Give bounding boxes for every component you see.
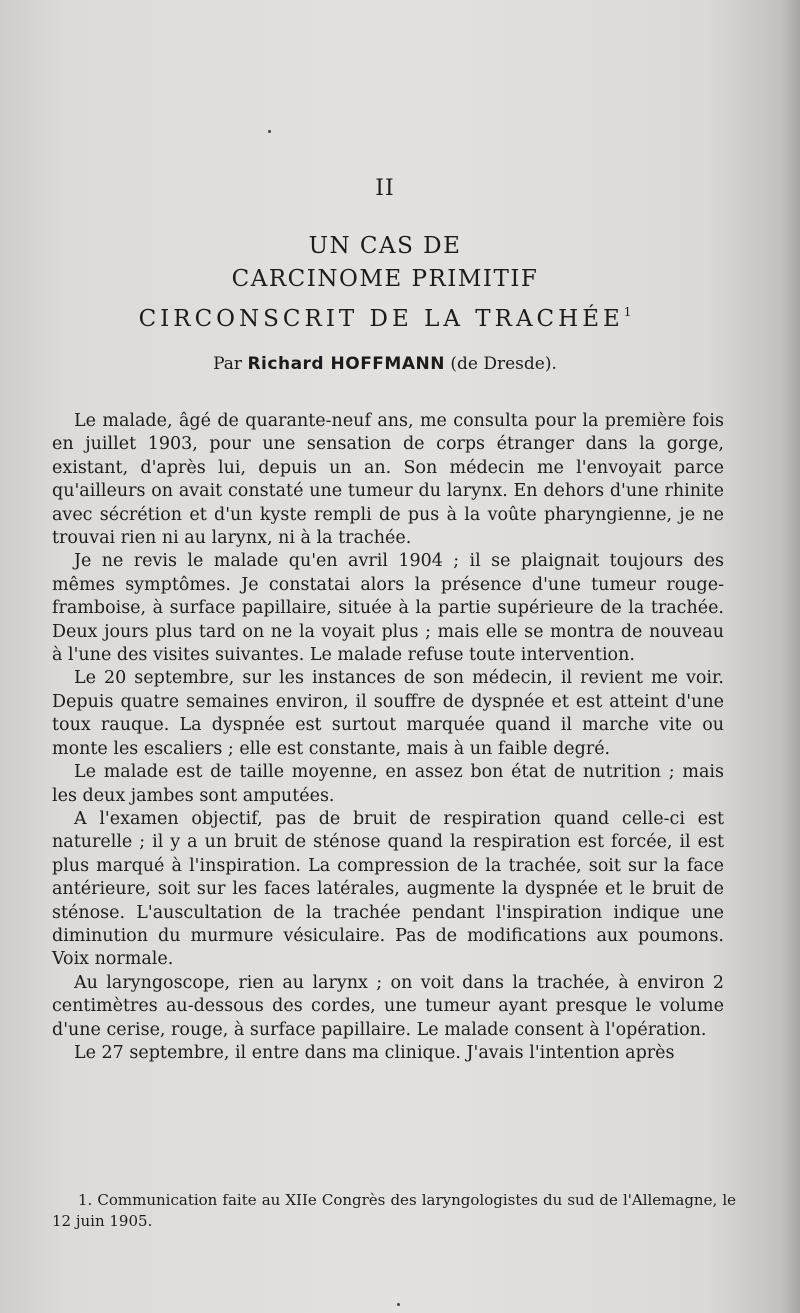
print-speck: [397, 1303, 400, 1306]
footnote-body: Communication faite au XIIe Congrès des laryngologistes du sud de l'Allemagne, le 12 juin 1905.: [52, 1191, 736, 1230]
title-line-1: UN CAS DE: [308, 233, 462, 259]
footnote: [52, 1190, 736, 1232]
paragraph: Le malade est de taille moyenne, en assez bon état de nutrition ; mais les deux jambes sont amputées.: [52, 762, 724, 806]
page-edge-shadow: [782, 0, 800, 1313]
author-affiliation: (de Dresde).: [450, 354, 557, 374]
paragraph: Le 27 septembre, il entre dans ma clinique. J'avais l'intention après: [74, 1042, 675, 1063]
paragraph: Je ne revis le malade qu'en avril 1904 ; il se plaignait toujours des mêmes symptômes. Je constatai alors la présence d'une tumeur rouge-framboise, à surface papillaire, située à la partie supérieure de la trachée. Deux jours plus tard on ne la voyait plus ; mais elle se montra de nouveau à l'une des visites suivantes. Le malade refuse toute intervention.: [52, 551, 724, 666]
title-line-2: CARCINOME PRIMITIF: [231, 266, 539, 292]
author-name: Richard HOFFMANN: [247, 354, 445, 374]
paragraph: Le malade, âgé de quarante-neuf ans, me consulta pour la première fois en juillet 1903, pour une sensation de corps étranger dans la gorge, existant, d'après lui, depuis un an. Son médecin me l'envoyait parce qu'ailleurs on avait constaté une tumeur du larynx. En dehors d'une rhinite avec sécrétion et d'un kyste rempli de pus à la voûte pharyngienne, je ne trouvai rien ni au larynx, ni à la trachée.: [52, 411, 724, 549]
article-title: [0, 230, 770, 336]
title-line-3: [0, 296, 770, 336]
byline: [0, 354, 770, 374]
paragraph: Le 20 septembre, sur les instances de son médecin, il revient me voir. Depuis quatre semaines environ, il souffre de dyspnée et est atteint d'une toux rauque. La dyspnée est surtout marquée quand il marche vite ou monte les escaliers ; elle est constante, mais à un faible degré.: [52, 668, 724, 759]
print-speck: [268, 130, 271, 133]
article-body: [52, 410, 724, 1065]
footnote-marker: 1.: [78, 1191, 93, 1209]
paragraph: Au laryngoscope, rien au larynx ; on voit dans la trachée, à environ 2 centimètres au-dessous des cordes, une tumeur ayant presque le volume d'une cerise, rouge, à surface papillaire. Le malade consent à l'opération.: [52, 972, 724, 1040]
title-line-3-text: CIRCONSCRIT DE LA TRACHÉE: [138, 306, 624, 332]
section-number: II: [375, 176, 395, 201]
footnote-text: [52, 1190, 736, 1232]
byline-prefix: Par: [213, 354, 243, 374]
title-footnote-marker[interactable]: 1: [623, 305, 632, 319]
paragraph: A l'examen objectif, pas de bruit de respiration quand celle-ci est naturelle ; il y a un bruit de sténose quand la respiration est forcée, il est plus marqué à l'inspiration. La compression de la trachée, soit sur la face antérieure, soit sur les faces latérales, augmente la dyspnée et le bruit de sténose. L'auscultation de la trachée pendant l'inspiration indique une diminution du murmure vésiculaire. Pas de modifications aux poumons. Voix normale.: [52, 808, 724, 970]
